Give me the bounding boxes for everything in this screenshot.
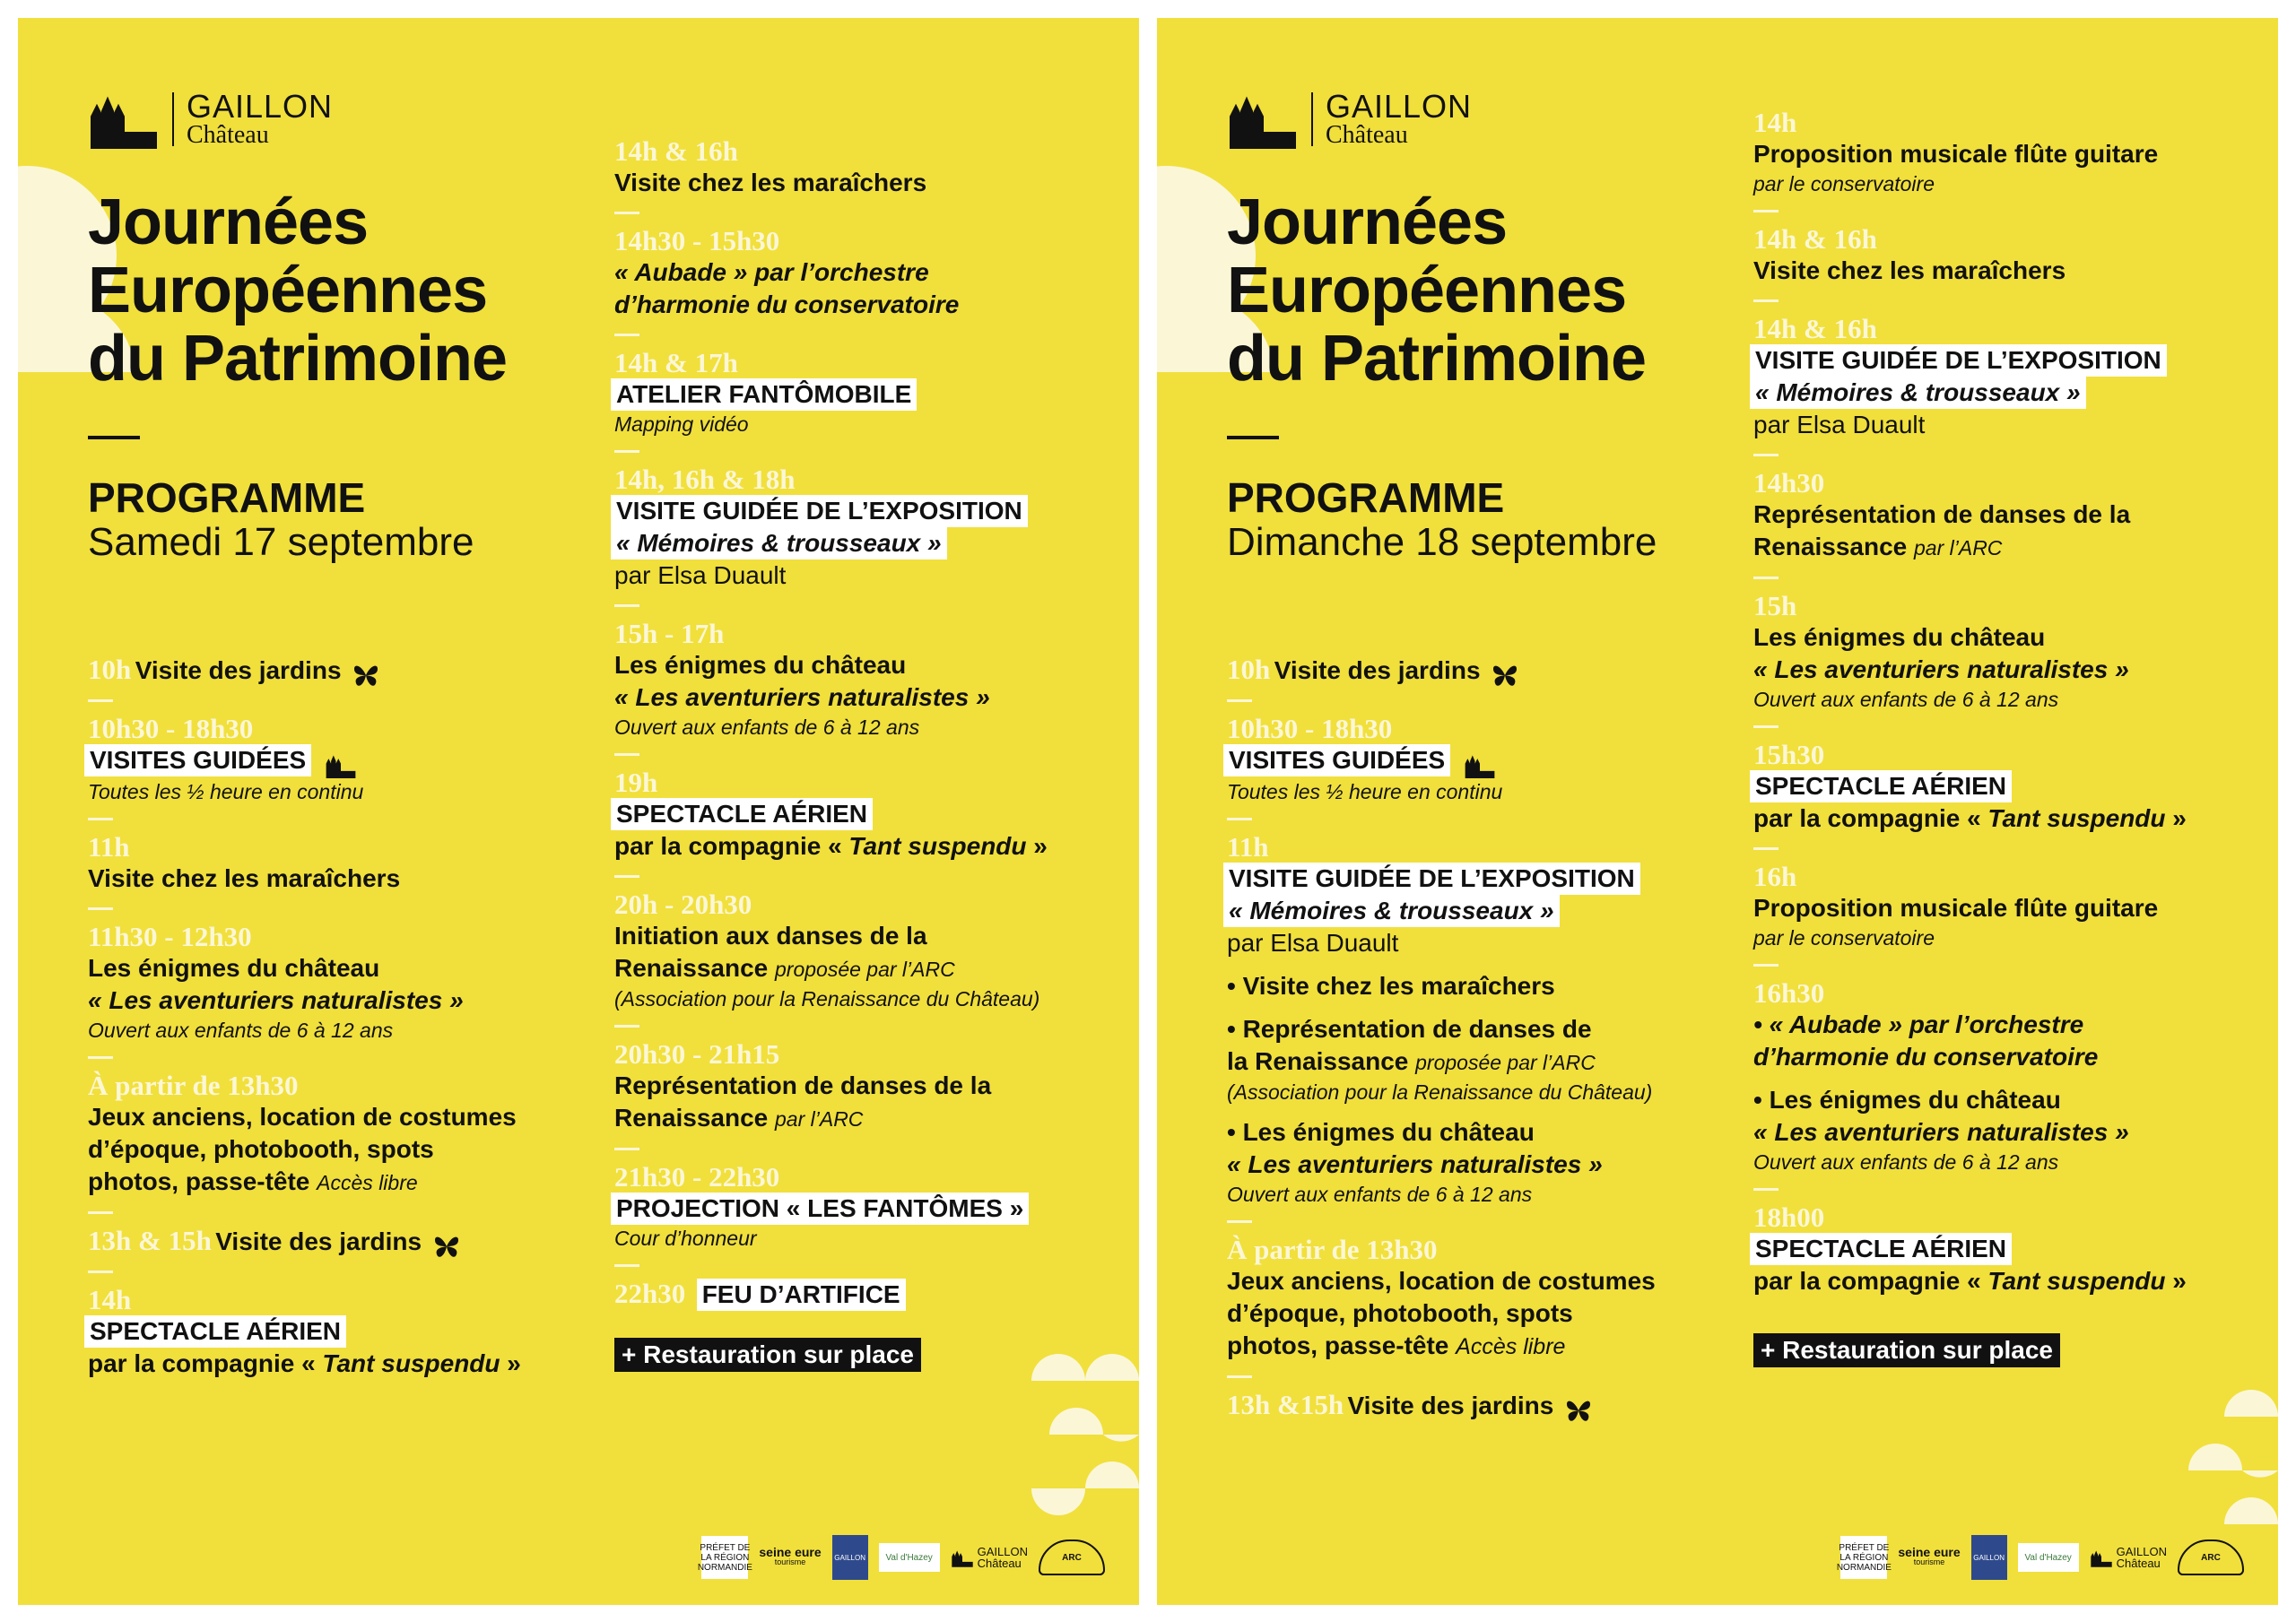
event-title: Proposition musicale flûte guitare xyxy=(1753,140,2159,168)
event-bullet: • Les énigmes du château xyxy=(1227,1117,1535,1146)
divider xyxy=(614,875,639,878)
divider xyxy=(614,1025,639,1028)
divider xyxy=(88,818,113,820)
event-author: par Elsa Duault xyxy=(614,561,787,589)
event-note: Accès libre xyxy=(1456,1333,1566,1359)
event-time: 13h & 15h xyxy=(88,1224,212,1256)
event-note: Ouvert aux enfants de 6 à 12 ans xyxy=(1227,1182,1533,1206)
day-label: Dimanche 18 septembre xyxy=(1227,520,1657,564)
event-title: Initiation aux danses de la xyxy=(614,922,927,950)
chateau-icon xyxy=(2090,1548,2113,1567)
divider xyxy=(1753,847,1779,850)
poster-sunday xyxy=(1157,18,2278,1605)
partner-logos xyxy=(697,1535,1105,1580)
event-subtitle: « Les aventuriers naturalistes » xyxy=(88,985,464,1014)
event-time: 10h30 - 18h30 xyxy=(88,713,254,744)
event-note: Cour d’honneur xyxy=(614,1227,757,1250)
butterfly-icon xyxy=(1492,664,1518,687)
event-title: photos, passe-tête xyxy=(1227,1331,1449,1359)
divider xyxy=(614,1264,639,1267)
logo-brand: GAILLON xyxy=(187,88,334,125)
divider xyxy=(614,212,639,214)
title-line: Européennes xyxy=(1227,255,1627,326)
event-time: 11h30 - 12h30 xyxy=(88,920,252,952)
event-time: 15h - 17h xyxy=(614,618,725,649)
logo-separator xyxy=(1311,92,1313,146)
event xyxy=(1753,1202,2265,1297)
event-bullet: • « Aubade » par l’orchestre xyxy=(1753,1010,2084,1038)
divider xyxy=(1753,299,1779,302)
divider xyxy=(614,604,639,607)
event-title: Les énigmes du château xyxy=(88,953,380,982)
event-title: VISITE GUIDÉE DE L’EXPOSITION xyxy=(611,495,1028,527)
event-time: 15h30 xyxy=(1753,739,1825,770)
event-title: Visite des jardins xyxy=(215,1227,422,1255)
event-time: 21h30 - 22h30 xyxy=(614,1161,780,1193)
event-time: 11h xyxy=(1227,830,1269,863)
logo-subtitle: Château xyxy=(977,1557,1022,1570)
logo-brand: GAILLON xyxy=(977,1545,1028,1558)
event-detail: Tant suspendu xyxy=(322,1349,500,1377)
schedule-right-column xyxy=(614,136,1117,1372)
event-time: 14h & 17h xyxy=(614,347,738,378)
butterfly-icon xyxy=(352,664,379,687)
event xyxy=(1227,714,1729,805)
event-subtitle: « Mémoires & trousseaux » xyxy=(1223,895,1560,927)
event-bullet: • Représentation de danses de xyxy=(1227,1014,1592,1043)
val-dhazey-logo: Val d'Hazey xyxy=(2018,1543,2079,1572)
event xyxy=(1753,314,2265,441)
event xyxy=(88,1071,590,1199)
event-title: Renaissance xyxy=(1753,533,1908,560)
event-time: 16h30 xyxy=(1753,977,1825,1009)
day-label: Samedi 17 septembre xyxy=(88,520,474,564)
event-title: SPECTACLE AÉRIEN xyxy=(84,1315,346,1348)
event-subtitle: « Mémoires & trousseaux » xyxy=(611,527,947,559)
decor-waves xyxy=(2170,1390,2278,1524)
event-title: VISITE GUIDÉE DE L’EXPOSITION xyxy=(1223,863,1640,895)
event xyxy=(1753,108,2265,197)
event xyxy=(1753,224,2265,287)
event-title: SPECTACLE AÉRIEN xyxy=(1750,770,2012,802)
event xyxy=(88,922,590,1044)
event-note: par l’ARC xyxy=(775,1107,864,1131)
event-time: 22h30 xyxy=(614,1278,686,1309)
event xyxy=(614,1039,1117,1135)
event-bullet: d’harmonie du conservatoire xyxy=(1753,1043,2099,1071)
event-time: À partir de 13h30 xyxy=(1227,1233,1438,1265)
seine-eure-text: seine eure xyxy=(1898,1545,1961,1559)
divider xyxy=(1227,699,1252,702)
event xyxy=(88,655,590,687)
divider xyxy=(1227,1375,1252,1378)
partner-logos xyxy=(1836,1535,2244,1580)
event-note: Ouvert aux enfants de 6 à 12 ans xyxy=(88,1018,394,1042)
chateau-icon xyxy=(88,90,160,149)
event-note: par le conservatoire xyxy=(1753,172,1935,195)
event-note: Toutes les ½ heure en continu xyxy=(88,779,364,803)
event-time: 10h xyxy=(1227,654,1271,685)
title-line: du Patrimoine xyxy=(88,323,508,395)
event-title: Visite chez les maraîchers xyxy=(1753,256,2066,284)
poster-saturday xyxy=(18,18,1139,1605)
event-note: (Association pour la Renaissance du Château) xyxy=(1227,1080,1653,1104)
event xyxy=(614,464,1117,592)
event-title: Représentation de danses de la xyxy=(614,1071,992,1099)
event-time: 14h30 xyxy=(1753,467,1825,499)
divider xyxy=(88,1211,113,1214)
title-line: Journées xyxy=(88,186,369,258)
event-title: photos, passe-tête xyxy=(88,1167,310,1195)
poster-title xyxy=(88,188,507,393)
event-title: VISITES GUIDÉES xyxy=(84,744,311,776)
event-note: Ouvert aux enfants de 6 à 12 ans xyxy=(1753,688,2059,711)
event xyxy=(614,1279,1117,1311)
event xyxy=(1753,740,2265,835)
decor-waves xyxy=(1031,1354,1139,1515)
event xyxy=(1227,832,1729,1208)
event-time: 14h & 16h xyxy=(614,135,738,167)
event-time: 18h00 xyxy=(1753,1201,1825,1233)
event-time: 15h xyxy=(1753,590,1797,621)
divider xyxy=(88,907,113,910)
event xyxy=(614,136,1117,199)
event-time: 14h & 16h xyxy=(1753,223,1877,255)
chateau-icon xyxy=(323,751,359,778)
event-bullet: • Les énigmes du château xyxy=(1753,1086,2061,1114)
title-line: du Patrimoine xyxy=(1227,323,1647,395)
event-title: Les énigmes du château xyxy=(1753,623,2046,651)
logo-brand: GAILLON xyxy=(1326,88,1473,125)
divider xyxy=(1753,964,1779,967)
event-time: 14h, 16h & 18h xyxy=(614,464,796,495)
event xyxy=(1753,591,2265,713)
event-title: d’époque, photobooth, spots xyxy=(1227,1298,1573,1327)
event-detail: Tant suspendu xyxy=(1987,1267,2166,1295)
event-title: ATELIER FANTÔMOBILE xyxy=(611,378,917,411)
event-detail: Tant suspendu xyxy=(1987,804,2166,832)
event-title: Renaissance xyxy=(614,1104,769,1132)
arc-logo: ARC xyxy=(2178,1540,2244,1575)
prefet-logo: PRÉFET DE LA RÉGION NORMANDIE xyxy=(1840,1536,1887,1579)
event-detail: par la compagnie « xyxy=(1753,804,1988,832)
event-note: Toutes les ½ heure en continu xyxy=(1227,779,1503,803)
title-line: Journées xyxy=(1227,186,1508,258)
event-detail: Tant suspendu xyxy=(848,832,1027,860)
event-title: d’époque, photobooth, spots xyxy=(88,1134,434,1163)
event-bullet: la Renaissance xyxy=(1227,1046,1409,1075)
divider xyxy=(614,334,639,336)
gaillon-crest-logo: GAILLON xyxy=(832,1535,868,1580)
schedule-left-column xyxy=(1227,655,1729,1422)
event-time: 10h30 - 18h30 xyxy=(1227,713,1393,744)
event-time: 14h30 - 15h30 xyxy=(614,225,780,256)
restauration-badge: + Restauration sur place xyxy=(1753,1333,2060,1367)
event-title: Visite chez les maraîchers xyxy=(88,863,401,892)
arc-logo: ARC xyxy=(1039,1540,1105,1575)
divider xyxy=(88,699,113,702)
divider xyxy=(614,450,639,453)
event xyxy=(1227,1390,1729,1422)
event xyxy=(88,1285,590,1380)
event-subtitle: « Les aventuriers naturalistes » xyxy=(614,683,990,711)
event-time: À partir de 13h30 xyxy=(88,1069,299,1101)
event-note: par l’ARC xyxy=(1914,536,2003,559)
chateau-icon xyxy=(951,1548,974,1567)
val-dhazey-logo: Val d'Hazey xyxy=(879,1543,940,1572)
programme-label: PROGRAMME xyxy=(1227,474,1505,521)
event-title: Renaissance xyxy=(614,954,769,982)
event-title: Visite des jardins xyxy=(1347,1391,1554,1419)
butterfly-icon xyxy=(433,1235,460,1258)
event xyxy=(614,889,1117,1012)
event-title: FEU D’ARTIFICE xyxy=(697,1279,906,1311)
gaillon-chateau-logo xyxy=(2090,1546,2167,1569)
prefet-logo: PRÉFET DE LA RÉGION NORMANDIE xyxy=(701,1536,748,1579)
event-time: 20h30 - 21h15 xyxy=(614,1038,780,1070)
event-title: d’harmonie du conservatoire xyxy=(614,291,960,318)
event-title: Représentation de danses de la xyxy=(1753,500,2131,528)
event-detail: » xyxy=(500,1349,521,1377)
event-title: Les énigmes du château xyxy=(614,651,907,679)
event-subtitle: « Mémoires & trousseaux » xyxy=(1750,377,2086,409)
event-note: Ouvert aux enfants de 6 à 12 ans xyxy=(1753,1150,2059,1174)
event-title: Jeux anciens, location de costumes xyxy=(1227,1266,1656,1295)
event xyxy=(88,832,590,895)
divider xyxy=(1227,1220,1252,1223)
event-title: Jeux anciens, location de costumes xyxy=(88,1102,517,1131)
title-dash xyxy=(88,436,140,439)
logo-brand: GAILLON xyxy=(2116,1545,2167,1558)
event-note: proposée par l’ARC xyxy=(775,958,955,981)
event-time: 14h xyxy=(88,1283,132,1315)
event-time: 14h & 16h xyxy=(1753,313,1877,344)
seine-eure-text: seine eure xyxy=(759,1545,822,1559)
event-title: PROJECTION « LES FANTÔMES » xyxy=(611,1193,1029,1225)
event-note: par le conservatoire xyxy=(1753,926,1935,950)
event-note: Ouvert aux enfants de 6 à 12 ans xyxy=(614,716,920,739)
seine-eure-logo xyxy=(1898,1545,1961,1567)
event-title: « Aubade » par l’orchestre xyxy=(614,258,929,286)
event-detail: » xyxy=(1026,832,1048,860)
divider xyxy=(88,1271,113,1273)
event xyxy=(1753,862,2265,951)
event-time: 19h xyxy=(614,767,658,798)
event-author: par Elsa Duault xyxy=(1227,928,1399,957)
event xyxy=(1753,468,2265,564)
gaillon-crest-logo: GAILLON xyxy=(1971,1535,2007,1580)
event-detail: » xyxy=(2165,1267,2187,1295)
butterfly-icon xyxy=(1565,1399,1592,1422)
poster-title xyxy=(1227,188,1646,393)
event xyxy=(88,1226,590,1258)
schedule-left-column xyxy=(88,655,590,1380)
programme-label: PROGRAMME xyxy=(88,474,366,521)
event-time: 13h &15h xyxy=(1227,1388,1344,1420)
seine-eure-logo xyxy=(759,1545,822,1567)
event-subtitle: « Les aventuriers naturalistes » xyxy=(1753,655,2129,683)
divider xyxy=(1753,577,1779,579)
event-time: 14h xyxy=(1753,107,1797,138)
divider xyxy=(1753,454,1779,456)
event xyxy=(614,226,1117,321)
chateau-icon xyxy=(1227,90,1299,149)
event-note: Mapping vidéo xyxy=(614,412,749,436)
event xyxy=(1227,655,1729,687)
logo-subtitle: Château xyxy=(1326,121,1408,149)
event-time: 16h xyxy=(1753,861,1797,892)
seine-eure-subtext: tourisme xyxy=(774,1557,806,1566)
event-title: Visite des jardins xyxy=(135,656,342,684)
gaillon-logo xyxy=(88,90,333,149)
event-title: VISITES GUIDÉES xyxy=(1223,744,1450,776)
logo-subtitle: Château xyxy=(187,121,269,149)
title-line: Européennes xyxy=(88,255,488,326)
divider xyxy=(1753,210,1779,213)
event-detail: par la compagnie « xyxy=(614,832,849,860)
event-time: 20h - 20h30 xyxy=(614,889,752,920)
event-detail: par la compagnie « xyxy=(1753,1267,1988,1295)
restauration-badge: + Restauration sur place xyxy=(614,1338,921,1372)
event-note: Accès libre xyxy=(317,1170,418,1194)
event-title: SPECTACLE AÉRIEN xyxy=(611,798,873,830)
logo-separator xyxy=(172,92,174,146)
divider xyxy=(88,1056,113,1059)
event xyxy=(1753,978,2265,1175)
event-title: VISITE GUIDÉE DE L’EXPOSITION xyxy=(1750,344,2167,377)
event-title: Visite des jardins xyxy=(1274,656,1481,684)
event-detail: par la compagnie « xyxy=(88,1349,323,1377)
event-time: 11h xyxy=(88,830,130,863)
event-time: 10h xyxy=(88,654,132,685)
event xyxy=(614,1162,1117,1252)
event-title: SPECTACLE AÉRIEN xyxy=(1750,1233,2012,1265)
event xyxy=(614,619,1117,741)
divider xyxy=(614,753,639,756)
divider xyxy=(1227,818,1252,820)
event xyxy=(614,348,1117,438)
event-subtitle: « Les aventuriers naturalistes » xyxy=(1227,1149,1603,1178)
divider xyxy=(1753,1188,1779,1191)
event-title: Proposition musicale flûte guitare xyxy=(1753,894,2159,922)
event-note: proposée par l’ARC xyxy=(1415,1050,1596,1074)
event xyxy=(1227,1235,1729,1363)
seine-eure-subtext: tourisme xyxy=(1913,1557,1945,1566)
event-title: Visite chez les maraîchers xyxy=(614,169,927,196)
event-note: (Association pour la Renaissance du Château) xyxy=(614,987,1040,1010)
gaillon-chateau-logo xyxy=(951,1546,1028,1569)
title-dash xyxy=(1227,436,1279,439)
divider xyxy=(614,1148,639,1150)
event-bullet: • Visite chez les maraîchers xyxy=(1227,971,1555,1000)
event-subtitle: « Les aventuriers naturalistes » xyxy=(1753,1118,2129,1146)
schedule-right-column xyxy=(1753,108,2265,1367)
event-author: par Elsa Duault xyxy=(1753,411,1926,438)
logo-subtitle: Château xyxy=(2116,1557,2161,1570)
event xyxy=(614,768,1117,863)
event xyxy=(88,714,590,805)
gaillon-logo xyxy=(1227,90,1472,149)
event-detail: » xyxy=(2165,804,2187,832)
chateau-icon xyxy=(1462,751,1498,778)
divider xyxy=(1753,725,1779,728)
